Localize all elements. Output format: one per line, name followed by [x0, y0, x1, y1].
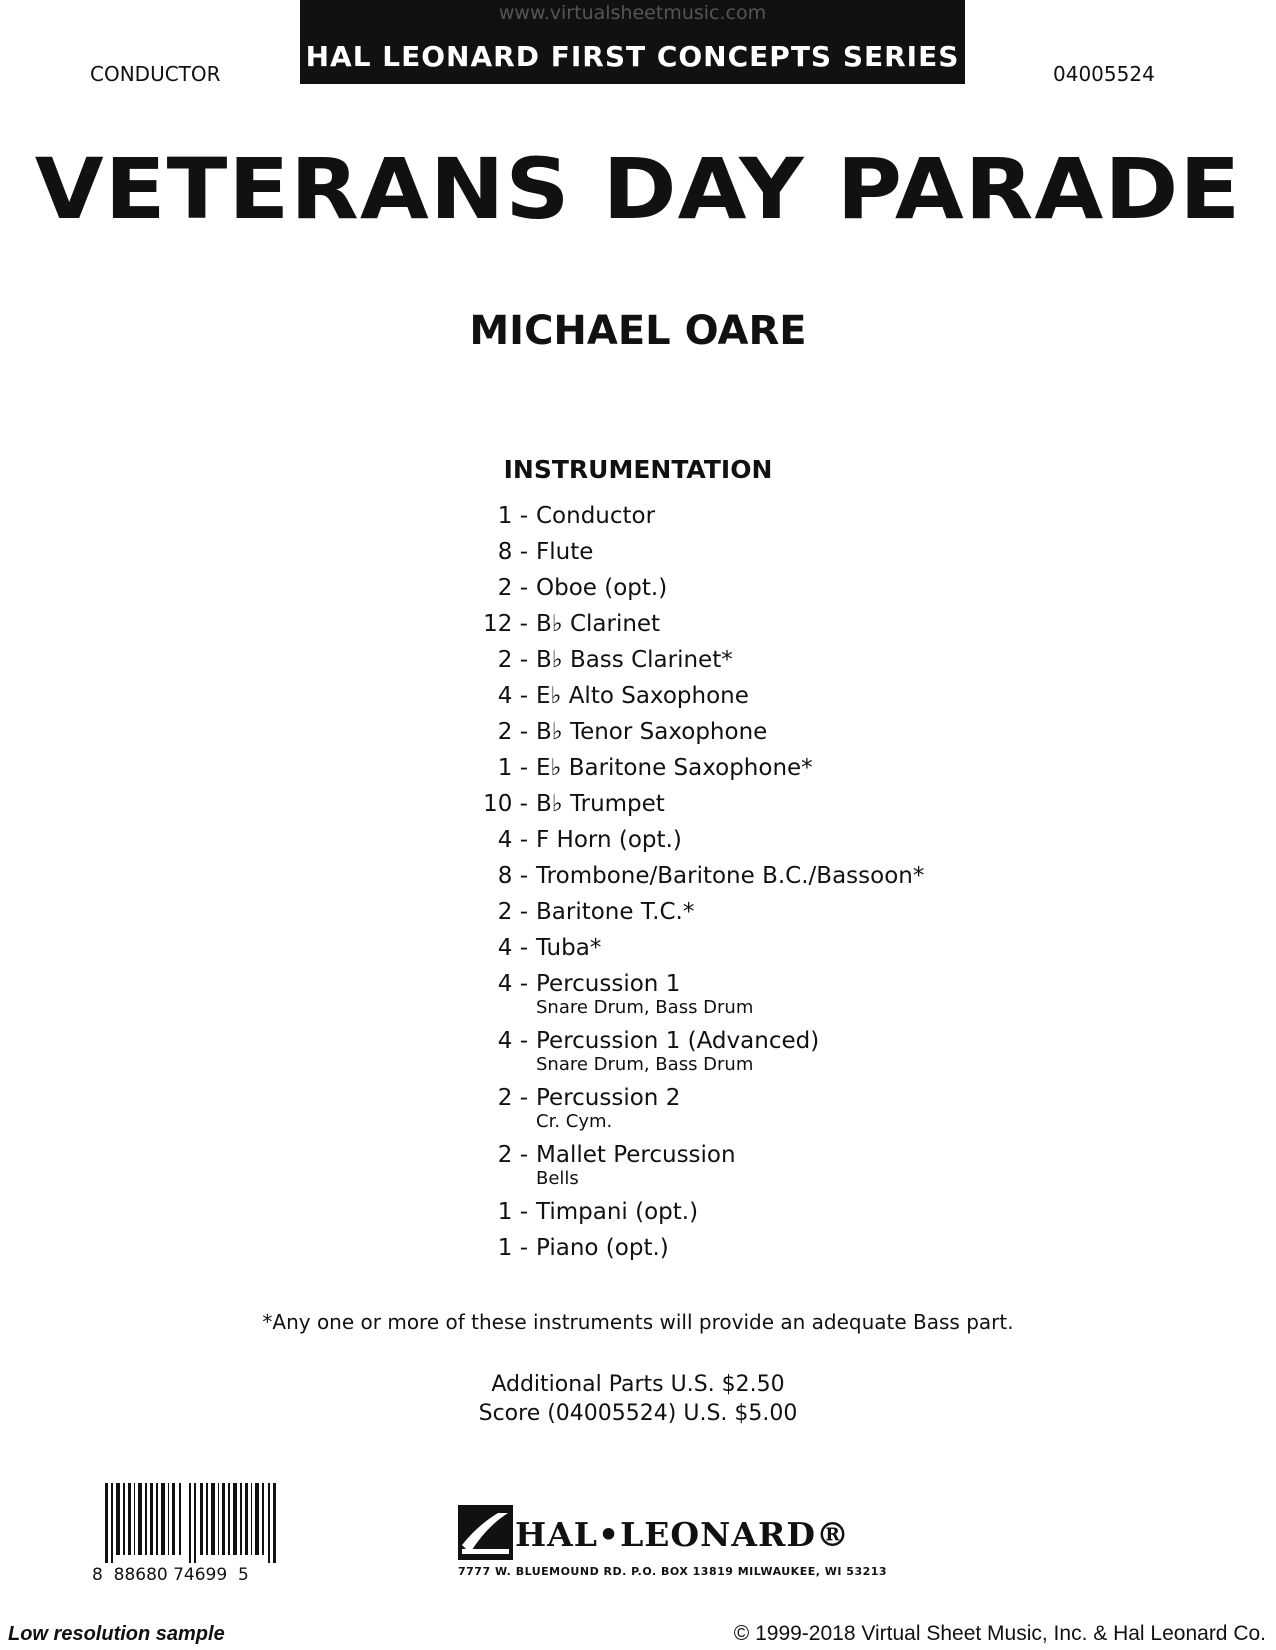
- instrument-quantity: 4 -: [497, 971, 528, 997]
- watermark-url: www.virtualsheetmusic.com: [498, 2, 767, 24]
- instrument-quantity: 4 -: [497, 1028, 528, 1054]
- instrument-quantity: 1 -: [497, 755, 528, 781]
- instrument-quantity: 4 -: [497, 683, 528, 709]
- instrument-quantity: 1 -: [497, 503, 528, 529]
- instrument-quantity: 2 -: [497, 647, 528, 673]
- instrument-name: B♭ Clarinet: [536, 611, 661, 637]
- instrument-quantity: 4 -: [497, 827, 528, 853]
- instrument-quantity: 12 -: [483, 611, 528, 637]
- instrument-row: [450, 576, 1010, 601]
- instrument-quantity: 8 -: [497, 539, 528, 565]
- instrument-row: [450, 684, 1010, 709]
- instrument-name: Tuba*: [536, 935, 602, 961]
- score-price: Score (04005524) U.S. $5.00: [478, 1401, 798, 1426]
- publisher-name: HAL•LEONARD®: [515, 1515, 850, 1554]
- instrument-name: Oboe (opt.): [536, 575, 668, 601]
- catalog-number: 04005524: [1053, 62, 1155, 86]
- instrument-name: E♭ Baritone Saxophone*: [536, 755, 813, 781]
- instrument-quantity: 1 -: [497, 1199, 528, 1225]
- instrument-row: [450, 828, 1010, 853]
- instrument-detail: Snare Drum, Bass Drum: [536, 997, 754, 1018]
- instrument-name: Trombone/Baritone B.C./Bassoon*: [536, 863, 925, 889]
- part-label: CONDUCTOR: [90, 62, 221, 86]
- instrumentation-heading: INSTRUMENTATION: [503, 455, 773, 484]
- instrument-row: [450, 1029, 1010, 1075]
- instrument-name: Piano (opt.): [536, 1235, 669, 1261]
- bass-footnote: *Any one or more of these instruments will provide an adequate Bass part.: [262, 1310, 1014, 1334]
- instrument-name: Baritone T.C.*: [536, 899, 695, 925]
- instrument-row: [450, 1086, 1010, 1132]
- instrument-detail: Cr. Cym.: [536, 1111, 613, 1132]
- barcode: [105, 1483, 285, 1563]
- instrument-name: Flute: [536, 539, 594, 565]
- instrument-name: Percussion 2: [536, 1085, 681, 1111]
- instrument-name: Percussion 1: [536, 971, 681, 997]
- instrument-row: [450, 792, 1010, 817]
- instrument-quantity: 2 -: [497, 575, 528, 601]
- instrument-name: Conductor: [536, 503, 656, 529]
- instrument-quantity: 2 -: [497, 1085, 528, 1111]
- instrument-quantity: 4 -: [497, 935, 528, 961]
- instrument-quantity: 1 -: [497, 1235, 528, 1261]
- hal-leonard-logo-icon: [458, 1505, 513, 1560]
- instrument-name: Timpani (opt.): [536, 1199, 699, 1225]
- instrument-name: B♭ Trumpet: [536, 791, 665, 817]
- barcode-number: 8 88680 74699 5: [92, 1565, 249, 1585]
- instrument-detail: Snare Drum, Bass Drum: [536, 1054, 754, 1075]
- instrument-row: [450, 648, 1010, 673]
- instrument-row: [450, 1200, 1010, 1225]
- instrument-row: [450, 1236, 1010, 1261]
- instrument-row: [450, 720, 1010, 745]
- instrument-row: [450, 972, 1010, 1018]
- instrument-quantity: 2 -: [497, 899, 528, 925]
- instrument-row: [450, 864, 1010, 889]
- copyright-notice: © 1999-2018 Virtual Sheet Music, Inc. & Hal Leonard Co.: [733, 1622, 1266, 1645]
- composer-name: MICHAEL OARE: [469, 308, 807, 354]
- instrument-row: [450, 1143, 1010, 1189]
- instrument-quantity: 8 -: [497, 863, 528, 889]
- page-title: VETERANS DAY PARADE: [34, 140, 1242, 238]
- instrument-name: B♭ Bass Clarinet*: [536, 647, 733, 673]
- instrument-detail: Bells: [536, 1168, 579, 1189]
- series-title: HAL LEONARD FIRST CONCEPTS SERIES: [305, 40, 960, 73]
- instrument-name: B♭ Tenor Saxophone: [536, 719, 768, 745]
- low-resolution-notice: Low resolution sample: [8, 1623, 225, 1645]
- instrument-row: [450, 900, 1010, 925]
- instrument-name: Percussion 1 (Advanced): [536, 1028, 820, 1054]
- instrument-quantity: 10 -: [483, 791, 528, 817]
- instrument-row: [450, 504, 1010, 529]
- instrumentation-list: [450, 504, 1010, 1272]
- instrument-quantity: 2 -: [497, 1142, 528, 1168]
- instrument-name: F Horn (opt.): [536, 827, 682, 853]
- instrument-row: [450, 756, 1010, 781]
- instrument-quantity: 2 -: [497, 719, 528, 745]
- additional-parts-price: Additional Parts U.S. $2.50: [491, 1372, 785, 1397]
- instrument-name: E♭ Alto Saxophone: [536, 683, 749, 709]
- instrument-row: [450, 540, 1010, 565]
- instrument-row: [450, 612, 1010, 637]
- publisher-address: 7777 W. BLUEMOUND RD. P.O. BOX 13819 MILWAUKEE, WI 53213: [458, 1565, 888, 1578]
- instrument-name: Mallet Percussion: [536, 1142, 736, 1168]
- instrument-row: [450, 936, 1010, 961]
